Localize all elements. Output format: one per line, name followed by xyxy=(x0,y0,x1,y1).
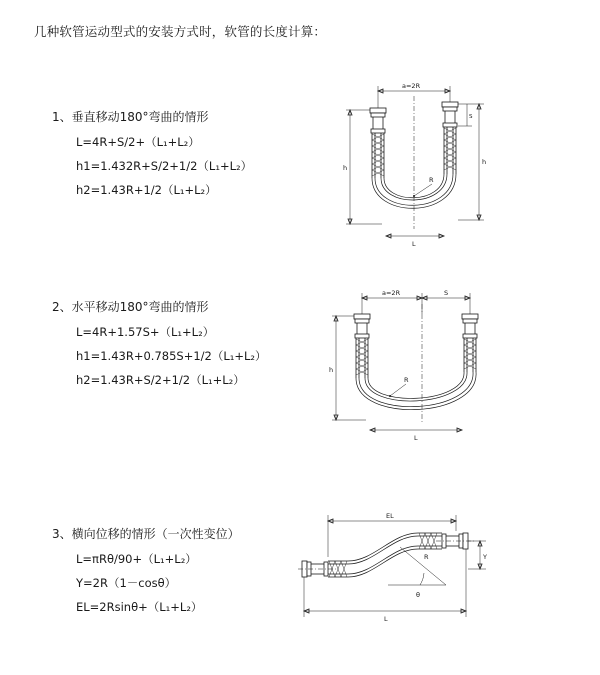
svg-text:h: h xyxy=(343,164,348,172)
section-2-text xyxy=(52,298,332,396)
section-1-formula-3: h2=1.43R+1/2（L₁+L₂） xyxy=(76,183,217,197)
section-3-formula-1: L=πRθ/90+（L₁+L₂） xyxy=(76,552,197,566)
section-2-formula-1: L=4R+1.57S+（L₁+L₂） xyxy=(76,325,215,339)
section-1-title: 1、垂直移动180°弯曲的情形 xyxy=(52,110,209,124)
section-1-formula-2: h1=1.432R+S/2+1/2（L₁+L₂） xyxy=(76,159,253,173)
svg-text:a=2R: a=2R xyxy=(382,289,401,297)
svg-text:S: S xyxy=(469,114,473,120)
section-1-formula-1: L=4R+S/2+（L₁+L₂） xyxy=(76,135,200,149)
svg-text:a=2R: a=2R xyxy=(402,82,421,90)
svg-text:h: h xyxy=(329,366,334,374)
section-2-title: 2、水平移动180°弯曲的情形 xyxy=(52,300,209,314)
svg-text:EL: EL xyxy=(386,512,394,520)
section-3-figure xyxy=(296,499,496,639)
lateral-offset-diagram xyxy=(296,499,496,639)
vertical-180-bend-diagram xyxy=(316,74,496,264)
svg-text:Y: Y xyxy=(483,553,487,561)
svg-text:θ: θ xyxy=(416,591,420,599)
svg-text:L: L xyxy=(384,615,388,623)
svg-text:h: h xyxy=(482,158,487,166)
section-2-figure xyxy=(310,278,500,448)
section-3-formula-3: EL=2Rsinθ+（L₁+L₂） xyxy=(76,600,203,614)
svg-text:S: S xyxy=(444,289,449,297)
section-3-title: 3、横向位移的情形（一次性变位） xyxy=(52,527,240,541)
horizontal-180-bend-diagram xyxy=(310,278,500,448)
section-2-formula-2: h1=1.43R+0.785S+1/2（L₁+L₂） xyxy=(76,349,267,363)
svg-text:L: L xyxy=(414,434,418,442)
section-2-formula-3: h2=1.43R+S/2+1/2（L₁+L₂） xyxy=(76,373,245,387)
section-3-text xyxy=(52,525,332,623)
section-1-figure xyxy=(316,74,496,264)
section-1-text xyxy=(52,108,332,206)
svg-text:R: R xyxy=(429,176,434,184)
svg-text:R: R xyxy=(404,376,409,384)
svg-text:R: R xyxy=(424,553,429,561)
page-title: 几种软管运动型式的安装方式时，软管的长度计算： xyxy=(34,24,327,39)
section-3-formula-2: Y=2R（1－cosθ） xyxy=(76,576,177,590)
svg-text:L: L xyxy=(412,240,416,248)
